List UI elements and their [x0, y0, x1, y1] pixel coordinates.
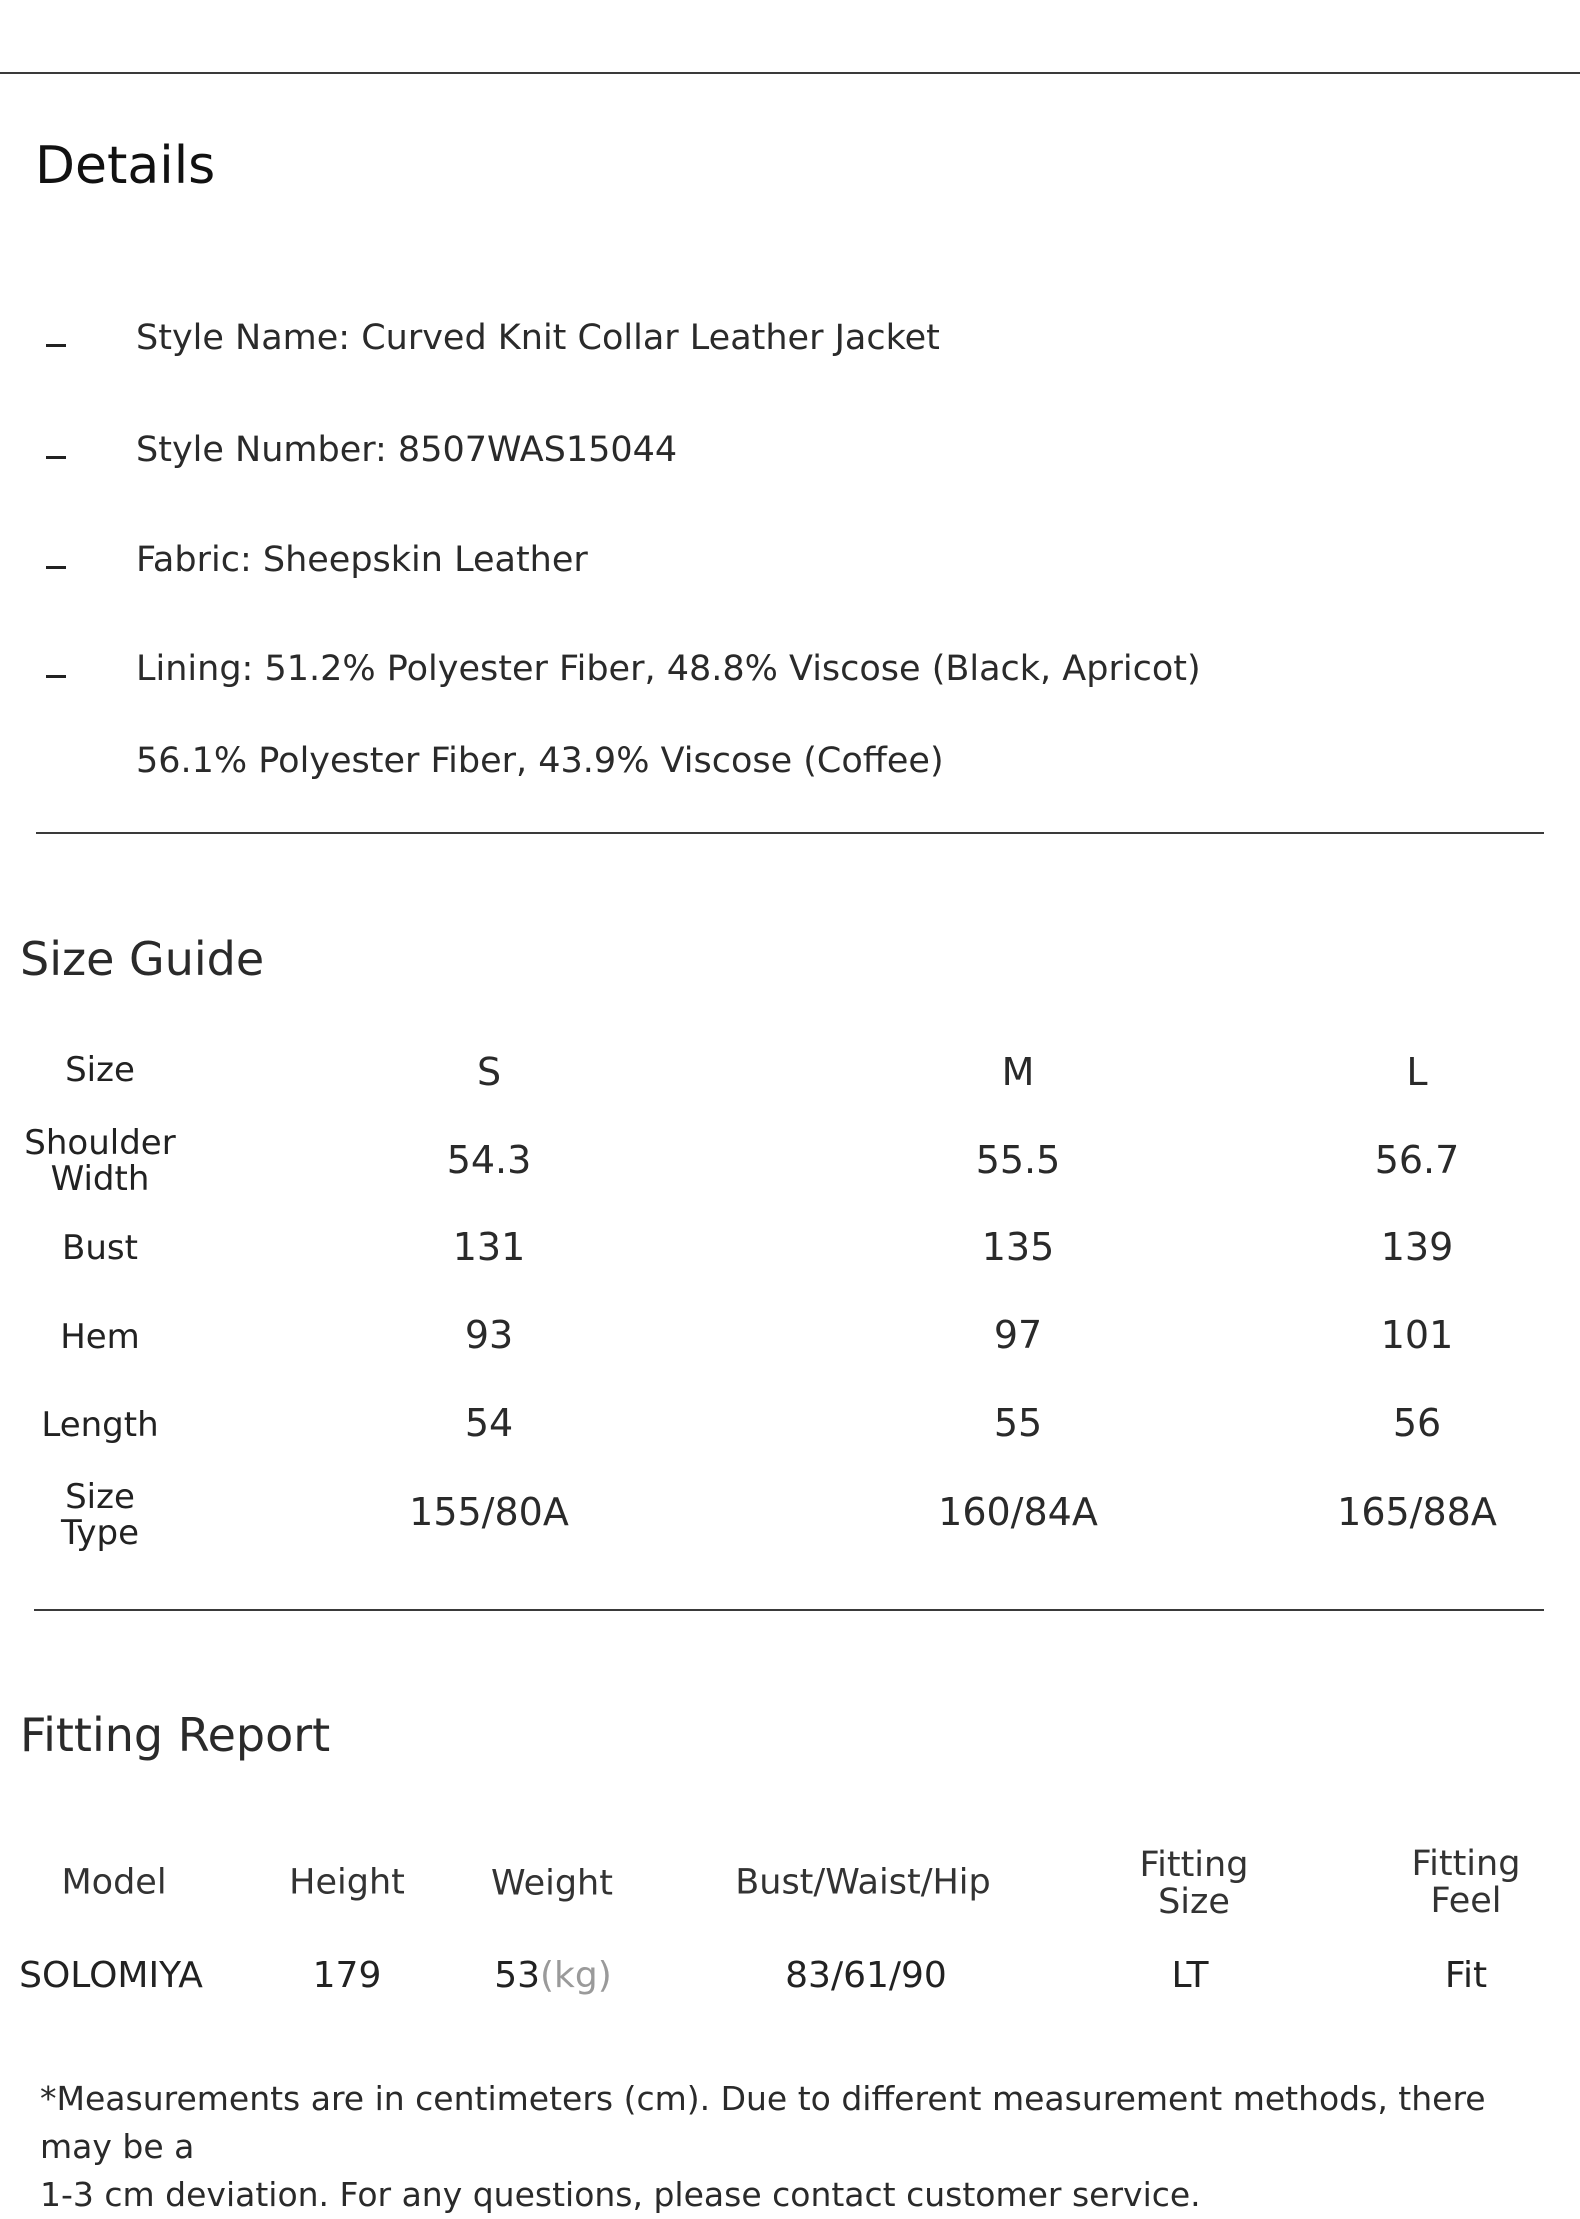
header-line: Size	[1158, 1882, 1230, 1922]
size-cell: 55.5	[975, 1138, 1061, 1182]
detail-text: Fabric: Sheepskin Leather	[136, 540, 588, 580]
size-cell: 56	[1392, 1401, 1442, 1445]
row-label-line: Type	[60, 1513, 140, 1553]
size-guide-title: Size Guide	[20, 932, 265, 986]
size-header-s: S	[476, 1050, 502, 1094]
row-label-line: Size	[65, 1477, 135, 1517]
fitting-header-model: Model	[61, 1862, 167, 1903]
size-cell: 101	[1380, 1313, 1454, 1357]
fitting-height-value: 179	[312, 1955, 382, 1996]
row-label-size-type	[61, 1479, 139, 1551]
fitting-model-name: SOLOMIYA	[19, 1955, 203, 1996]
size-cell: 54	[464, 1401, 514, 1445]
size-cell: 160/84A	[938, 1490, 1098, 1534]
detail-item-style-name	[0, 318, 1580, 368]
fitting-header-fitting-size	[1140, 1847, 1249, 1921]
size-header-m: M	[1001, 1050, 1035, 1094]
dash-bullet-icon	[46, 344, 66, 347]
section-divider	[36, 832, 1544, 834]
details-title: Details	[35, 136, 216, 196]
fitting-report-title: Fitting Report	[20, 1708, 331, 1762]
fitting-bust-waist-hip-value: 83/61/90	[785, 1955, 947, 1996]
fitting-header-bust-waist-hip: Bust/Waist/Hip	[735, 1862, 991, 1903]
size-cell: 97	[993, 1313, 1043, 1357]
dash-bullet-icon	[46, 675, 66, 678]
fitting-header-weight: Weight	[491, 1863, 613, 1904]
size-cell: 55	[993, 1401, 1043, 1445]
size-header-l: L	[1406, 1050, 1428, 1094]
row-label-hem: Hem	[60, 1317, 140, 1357]
fitting-feel-value: Fit	[1444, 1955, 1488, 1996]
note-line: *Measurements are in centimeters (cm). Due to different measurement methods, there may be a	[40, 2079, 1486, 2166]
size-header-label: Size	[65, 1050, 135, 1090]
detail-item-fabric	[0, 540, 1580, 590]
row-label-length: Length	[41, 1405, 159, 1445]
fitting-size-value: LT	[1171, 1955, 1209, 1996]
row-label-bust: Bust	[62, 1228, 138, 1268]
row-label-line: Shoulder	[24, 1123, 176, 1163]
detail-text: Style Name: Curved Knit Collar Leather Jacket	[136, 318, 940, 358]
detail-text: 56.1% Polyester Fiber, 43.9% Viscose (Coffee)	[136, 741, 944, 781]
note-line: 1-3 cm deviation. For any questions, please contact customer service.	[40, 2175, 1201, 2214]
fitting-weight-value	[494, 1955, 612, 1996]
detail-text: Lining: 51.2% Polyester Fiber, 48.8% Viscose (Black, Apricot)	[136, 649, 1201, 689]
fitting-header-height: Height	[289, 1862, 405, 1903]
header-line: Fitting	[1139, 1845, 1249, 1885]
measurement-note	[40, 2075, 1540, 2219]
header-line: Fitting	[1411, 1844, 1521, 1884]
size-cell: 131	[452, 1225, 526, 1269]
weight-number: 53	[494, 1955, 541, 1996]
size-cell: 56.7	[1374, 1138, 1460, 1182]
size-cell: 139	[1380, 1225, 1454, 1269]
dash-bullet-icon	[46, 566, 66, 569]
size-cell: 135	[981, 1225, 1055, 1269]
size-cell: 155/80A	[409, 1490, 569, 1534]
detail-item-lining-continued	[0, 741, 1580, 791]
fitting-header-fitting-feel	[1412, 1846, 1521, 1920]
row-label-line: Width	[50, 1159, 150, 1199]
dash-bullet-icon	[46, 456, 66, 459]
weight-unit: (kg)	[540, 1955, 612, 1996]
row-label-shoulder-width	[24, 1125, 175, 1197]
top-divider	[0, 72, 1580, 74]
header-line: Feel	[1430, 1881, 1502, 1921]
detail-item-style-number	[0, 430, 1580, 480]
detail-item-lining	[0, 649, 1580, 699]
size-cell: 165/88A	[1337, 1490, 1497, 1534]
size-cell: 54.3	[446, 1138, 532, 1182]
size-cell: 93	[464, 1313, 514, 1357]
detail-text: Style Number: 8507WAS15044	[136, 430, 678, 470]
section-divider	[34, 1609, 1544, 1611]
